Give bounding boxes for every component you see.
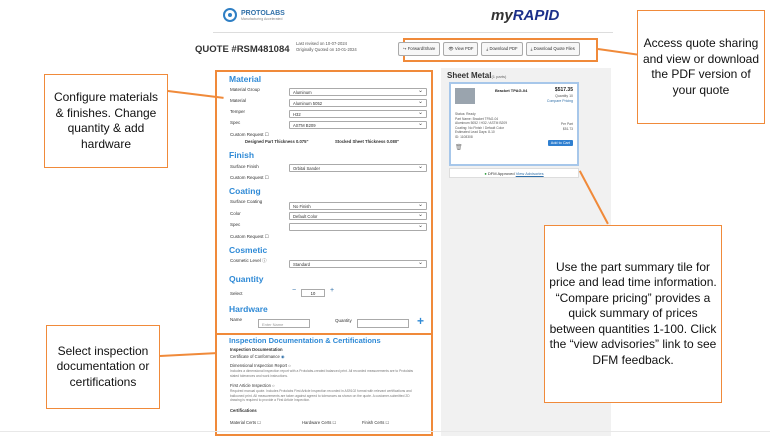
- quote-title: QUOTE #RSM481084: [195, 44, 290, 55]
- per-part-value: $51.73: [562, 126, 573, 131]
- material-custom-request[interactable]: Custom Request ☐: [230, 132, 269, 137]
- material-custom-request-label: Custom Request: [230, 132, 264, 137]
- part-quantity: Quantity 10: [555, 94, 573, 98]
- material-group-select[interactable]: Aluminum ⌄: [289, 88, 427, 96]
- per-part-price: [561, 122, 573, 131]
- download-files-button[interactable]: ⤓ Download Quote Files: [526, 42, 580, 56]
- add-hardware-button[interactable]: +: [417, 314, 425, 328]
- quantity-decrement-button[interactable]: −: [292, 287, 297, 294]
- finish-custom-request[interactable]: Custom Request ☐: [230, 175, 269, 180]
- part-status: Status: Ready: [455, 112, 476, 116]
- surface-finish-label: Surface Finish: [230, 164, 259, 169]
- view-pdf-label: View PDF: [454, 46, 474, 51]
- coating-spec-select[interactable]: [289, 223, 427, 231]
- app-title-suffix: RAPID: [512, 7, 560, 24]
- view-pdf-button[interactable]: 👁 View PDF: [443, 42, 478, 56]
- quote-dates: [296, 41, 357, 53]
- finish-heading: Finish: [229, 150, 255, 160]
- protolabs-logo-icon: [223, 8, 237, 22]
- download-files-label: Download Quote Files: [533, 46, 575, 51]
- logo-name: PROTOLABS: [241, 9, 285, 17]
- part-thumbnail: [455, 88, 475, 104]
- per-part-label: Per Part: [560, 122, 573, 126]
- temper-label: Temper: [230, 109, 246, 114]
- certifications-label: Certifications: [230, 408, 257, 413]
- part-finish-line: Coating: No Finish / Default Color: [455, 125, 505, 130]
- check-circle-icon: ●: [484, 171, 487, 176]
- callout-summary: Use the part summary tile for price and lead time information. “Compare pricing” provides a quick summary of prices between quantities 1-100. Click the “view advisories” link to see DFM feedback.: [544, 225, 722, 403]
- header-divider: [213, 32, 613, 33]
- trash-icon[interactable]: 🗑: [455, 145, 463, 151]
- designed-thickness: Designed Part Thickness 0.075": [245, 139, 309, 144]
- radio-selected-icon: ◉: [280, 354, 285, 359]
- sidebar-part-count: (1 parts): [491, 74, 507, 79]
- coating-heading: Coating: [229, 186, 261, 196]
- callout-inspection: Select inspection documentation or certifications: [46, 325, 160, 409]
- surface-coating-label: Surface Coating: [230, 199, 263, 204]
- quote-revised: Last revised on 10-07-2024: [296, 41, 347, 46]
- finish-certs-option[interactable]: Finish Certs ☐: [362, 420, 390, 425]
- inspection-panel: [215, 333, 433, 436]
- stocked-thickness: Stocked Sheet Thickness 0.080": [335, 139, 400, 144]
- callout-materials: Configure materials & finishes. Change quantity & add hardware: [44, 74, 168, 168]
- material-label: Material: [230, 98, 247, 103]
- coating-custom-request[interactable]: Custom Request ☐: [230, 234, 269, 239]
- cosmetic-heading: Cosmetic: [229, 245, 268, 255]
- fai-description: Required manual quote. Includes Protolabs First Article Inspection recorded in AS9102 format with relevant certifications and ballooned print. All measurements are taken against agreed to tolerances as shown on the quote. A customer-submitted 2D drawing is required to provide a First Article Inspection.: [230, 389, 412, 402]
- callout-inspection-arrow: [160, 352, 216, 356]
- surface-coating-select[interactable]: No Finish ⌄: [289, 202, 427, 210]
- view-advisories-link[interactable]: View Advisories: [515, 171, 544, 176]
- coating-custom-request-label: Custom Request: [230, 234, 264, 239]
- material-certs-label: Material Certs: [230, 420, 257, 425]
- quote-original: Originally Quoted on 10-01-2024: [296, 47, 357, 52]
- material-select[interactable]: Aluminum 5052 ⌄: [289, 99, 427, 107]
- hardware-name-input[interactable]: Enter Name: [258, 319, 310, 328]
- hardware-heading: Hardware: [229, 304, 268, 314]
- fai-label: First Article Inspection: [230, 383, 271, 388]
- forward-share-button[interactable]: ↪ Forward/Share: [398, 42, 440, 56]
- add-to-cart-button[interactable]: Add to Cart: [548, 140, 573, 146]
- app-title-prefix: my: [491, 7, 513, 24]
- finish-custom-request-label: Custom Request: [230, 175, 264, 180]
- surface-finish-select[interactable]: Orbital Sander ⌄: [289, 164, 427, 172]
- dfm-status-bar: [449, 168, 579, 178]
- coating-spec-label: Spec: [230, 222, 241, 227]
- part-lead-line: Estimated Lead Days: 8-10: [455, 130, 495, 135]
- part-name: Bracket TPAG-04: [495, 88, 528, 93]
- quantity-input[interactable]: 10: [301, 289, 325, 297]
- download-pdf-label: Download PDF: [489, 46, 518, 51]
- hardware-quantity-label: Quantity: [335, 318, 352, 323]
- temper-select[interactable]: H32 ⌄: [289, 110, 427, 118]
- material-certs-option[interactable]: Material Certs ☐: [230, 420, 261, 425]
- dfm-status: DFM Approved: [487, 171, 515, 176]
- hardware-quantity-input[interactable]: [357, 319, 409, 328]
- part-info: [455, 112, 507, 140]
- download-pdf-button[interactable]: ⤓ Download PDF: [481, 42, 522, 56]
- cosmetic-level-select[interactable]: Standard ⌄: [289, 260, 427, 268]
- protolabs-logo: [223, 8, 285, 22]
- coc-label: Certificate of Conformance: [230, 354, 280, 359]
- quantity-increment-button[interactable]: +: [330, 287, 335, 294]
- part-summary-tile[interactable]: [449, 82, 579, 166]
- dim-report-label: Dimensional Inspection Report: [230, 363, 288, 368]
- inspection-subheading: Inspection Documentation: [230, 347, 283, 352]
- sidebar-title-text: Sheet Metal: [447, 71, 492, 80]
- part-name-line: Part Name: Bracket TPAG-04: [455, 116, 499, 121]
- logo-subtitle: Manufacturing Accelerated: [241, 16, 283, 21]
- hardware-certs-option[interactable]: Hardware Certs ☐: [302, 420, 337, 425]
- fai-option[interactable]: First Article Inspection ○: [230, 383, 275, 388]
- part-material-line: Aluminum 5052 / H32 / ASTM B209: [455, 121, 508, 126]
- app-title: [491, 7, 559, 24]
- inspection-heading: Inspection Documentation & Certifications: [229, 336, 381, 345]
- coc-option[interactable]: [230, 354, 285, 359]
- part-id-line: ID: 1108308: [455, 134, 473, 139]
- quote-toolbar: [398, 42, 580, 56]
- compare-pricing-link[interactable]: Compare Pricing: [546, 99, 573, 103]
- callout-share: Access quote sharing and view or download the PDF version of your quote: [637, 10, 765, 124]
- spec-select[interactable]: ASTM B209 ⌄: [289, 121, 427, 129]
- dim-report-option[interactable]: Dimensional Inspection Report ○: [230, 363, 291, 368]
- color-select[interactable]: Default Color ⌄: [289, 212, 427, 220]
- quantity-heading: Quantity: [229, 274, 264, 284]
- material-group-label: Material Group: [230, 87, 260, 92]
- quantity-select-label: Select: [230, 291, 243, 296]
- color-label: Color: [230, 211, 241, 216]
- spec-label: Spec: [230, 120, 241, 125]
- dim-report-description: Includes a dimensional inspection report with a Protolabs-created balanced print. All recorded measurements are to Protolabs stated tolerances and work instructions.: [230, 369, 414, 378]
- cosmetic-level-label: [230, 258, 267, 264]
- hardware-name-label: Name: [230, 317, 243, 322]
- finish-certs-label: Finish Certs: [362, 420, 385, 425]
- hardware-certs-label: Hardware Certs: [302, 420, 332, 425]
- part-price: $517.35: [554, 87, 573, 93]
- info-icon: ⓘ: [262, 258, 267, 263]
- bottom-divider: [0, 431, 770, 432]
- material-heading: Material: [229, 74, 262, 84]
- forward-share-label: Forward/Share: [407, 46, 436, 51]
- cosmetic-level-label-text: Cosmetic Level: [230, 258, 261, 263]
- sidebar-title: [447, 71, 506, 80]
